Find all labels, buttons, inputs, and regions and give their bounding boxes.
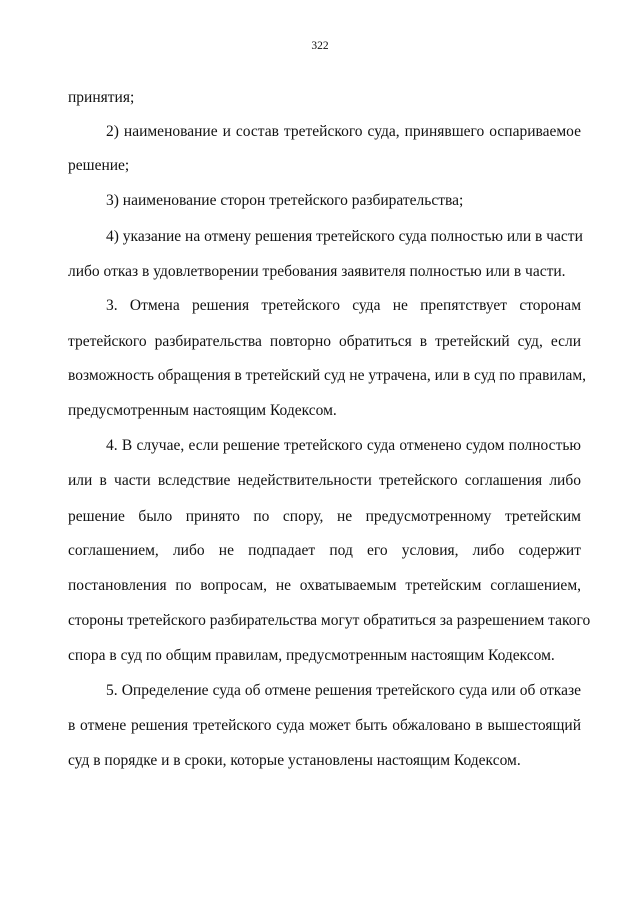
- text-line: третейского разбирательства повторно обратиться в третейский суд, если: [68, 333, 581, 350]
- text-line: 2) наименование и состав третейского суда, принявшего оспариваемое: [106, 123, 581, 140]
- text-line: 5. Определение суда об отмене решения третейского суда или об отказе: [106, 682, 581, 699]
- text-line: 4) указание на отмену решения третейского суда полностью или в части: [106, 228, 583, 245]
- text-line: суд в порядке и в сроки, которые установлены настоящим Кодексом.: [68, 752, 521, 769]
- text-line: принятия;: [68, 89, 135, 106]
- text-line: в отмене решения третейского суда может быть обжаловано в вышестоящий: [68, 717, 581, 734]
- text-line: стороны третейского разбирательства могут обратиться за разрешением такого: [68, 612, 591, 629]
- text-line: или в части вследствие недействительности третейского соглашения либо: [68, 472, 581, 489]
- text-line: постановления по вопросам, не охватываемым третейским соглашением,: [68, 577, 581, 594]
- text-line: 3. Отмена решения третейского суда не препятствует сторонам: [106, 297, 581, 314]
- text-line: решение;: [68, 157, 130, 174]
- text-line: соглашением, либо не подпадает под его условия, либо содержит: [68, 542, 581, 559]
- text-line: спора в суд по общим правилам, предусмотренным настоящим Кодексом.: [68, 647, 555, 664]
- text-line: 4. В случае, если решение третейского суда отменено судом полностью: [106, 437, 581, 454]
- text-line: решение было принято по спору, не предусмотренному третейским: [68, 508, 581, 525]
- page-number: 322: [311, 40, 329, 52]
- text-line: либо отказ в удовлетворении требования заявителя полностью или в части.: [68, 263, 566, 280]
- text-line: предусмотренным настоящим Кодексом.: [68, 402, 337, 419]
- text-line: 3) наименование сторон третейского разбирательства;: [106, 192, 464, 209]
- text-line: возможность обращения в третейский суд не утрачена, или в суд по правилам,: [68, 367, 587, 384]
